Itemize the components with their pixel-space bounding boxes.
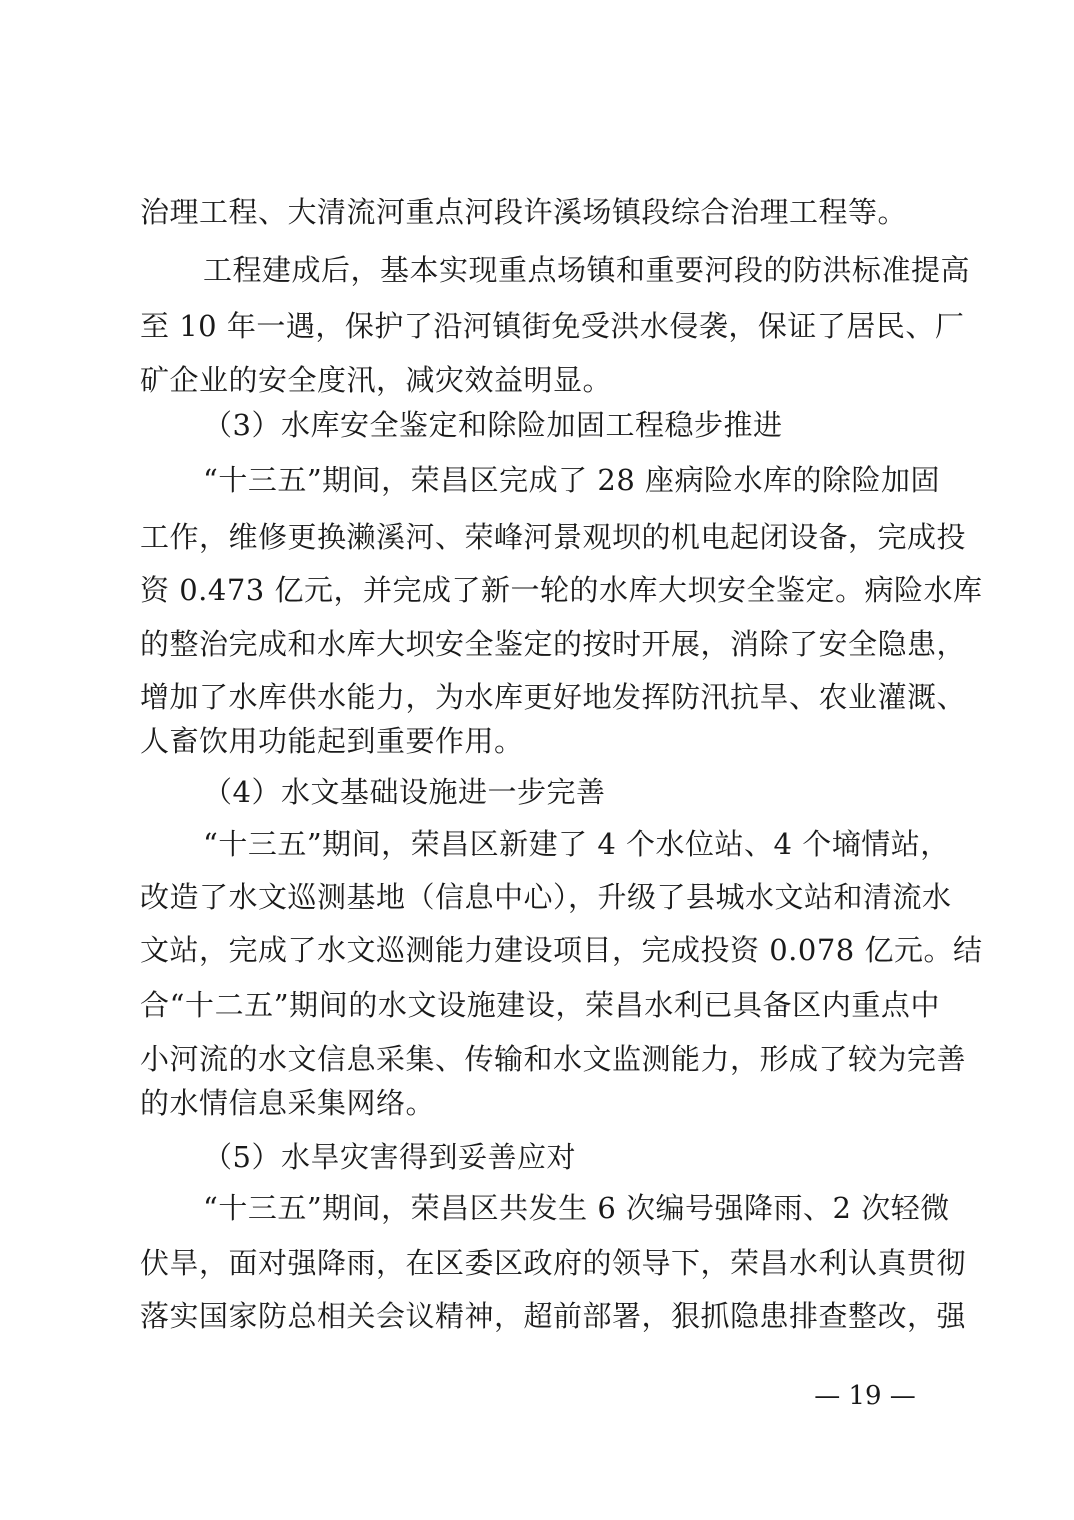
text-line: 文站，完成了水文巡测能力建设项目，完成投资 0.078 亿元。结	[140, 933, 983, 967]
text-line: 增加了水库供水能力，为水库更好地发挥防汛抗旱、农业灌溉、	[140, 680, 967, 714]
text-line: “十三五”期间，荣昌区完成了 28 座病险水库的除险加固	[203, 463, 940, 497]
text-line: 合“十二五”期间的水文设施建设，荣昌水利已具备区内重点中	[140, 988, 940, 1022]
text-line: 至 10 年一遇，保护了沿河镇街免受洪水侵袭，保证了居民、厂	[140, 309, 965, 343]
text-line: 矿企业的安全度汛，减灾效益明显。	[140, 363, 613, 397]
text-line: 资 0.473 亿元，并完成了新一轮的水库大坝安全鉴定。病险水库	[140, 573, 983, 607]
text-line: 落实国家防总相关会议精神，超前部署，狠抓隐患排查整改，强	[140, 1299, 967, 1333]
text-line: 工作，维修更换濑溪河、荣峰河景观坝的机电起闭设备，完成投	[140, 520, 967, 554]
text-line: 的整治完成和水库大坝安全鉴定的按时开展，消除了安全隐患，	[140, 627, 967, 661]
text-line: 人畜饮用功能起到重要作用。	[140, 724, 524, 758]
text-line: 小河流的水文信息采集、传输和水文监测能力，形成了较为完善	[140, 1042, 967, 1076]
page-number: — 19 —	[814, 1381, 916, 1411]
text-line: 伏旱，面对强降雨，在区委区政府的领导下，荣昌水利认真贯彻	[140, 1246, 967, 1280]
section-heading: （3）水库安全鉴定和除险加固工程稳步推进	[203, 408, 783, 442]
text-line: “十三五”期间，荣昌区新建了 4 个水位站、4 个墒情站，	[203, 827, 950, 861]
section-heading: （4）水文基础设施进一步完善	[203, 775, 606, 809]
text-line: 的水情信息采集网络。	[140, 1086, 436, 1120]
text-line: 工程建成后，基本实现重点场镇和重要河段的防洪标准提高	[203, 253, 971, 287]
text-line: “十三五”期间，荣昌区共发生 6 次编号强降雨、2 次轻微	[203, 1191, 950, 1225]
section-heading: （5）水旱灾害得到妥善应对	[203, 1140, 576, 1174]
text-line: 改造了水文巡测基地（信息中心），升级了县城水文站和清流水	[140, 880, 952, 914]
text-line: 治理工程、大清流河重点河段许溪场镇段综合治理工程等。	[140, 195, 908, 229]
